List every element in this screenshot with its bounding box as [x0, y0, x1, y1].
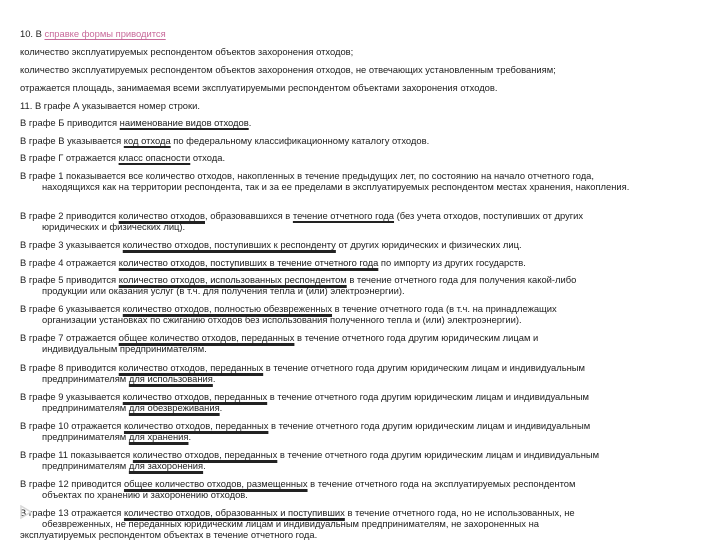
column-8-text: В графе 8 приводится количество отходов, переданных в течение отчетного года другим юридическим лицам и индивидуальным предпринимателям для использования.	[20, 362, 585, 384]
column-b-underline: наименование видов отходов	[119, 117, 249, 128]
column-10-underline: количество отходов, переданных	[123, 420, 269, 431]
paragraph-10	[20, 28, 710, 39]
column-8-purpose: для использования	[128, 373, 213, 384]
column-b-text: В графе Б приводится наименование видов отходов.	[20, 117, 252, 128]
column-13-text: В графе 13 отражается количество отходов, образованных и поступивших в течение отчетного года, но не использованных, не обезвреженных, не переданных юридическим лицам и индивидуальным предпринимателям, не захороненных на эксплуатируемых респондентом объектах в течение отчетного года.	[20, 507, 575, 540]
column-8-underline: количество отходов, переданных	[118, 362, 264, 373]
column-4-text: В графе 4 отражается количество отходов, поступивших в течение отчетного года по импорту из других государств.	[20, 257, 526, 268]
column-6-underline: количество отходов, полностью обезвреженных	[122, 303, 333, 314]
column-v-text: В графе В указывается код отхода по федеральному классификационному каталогу отходов.	[20, 135, 430, 146]
column-10-text: В графе 10 отражается количество отходов, переданных в течение отчетного года другим юридическим лицам и индивидуальным предпринимателям для хранения.	[20, 420, 591, 442]
column-5-underline: количество отходов, использованных респондентом	[118, 274, 347, 285]
column-6-text: В графе 6 указывается количество отходов, полностью обезвреженных в течение отчетного года (в т.ч. на принадлежащих организации установках по сжиганию отходов без использования полученного тепла и (или) электроэнергии).	[20, 303, 557, 325]
column-11-text: В графе 11 показывается количество отходов, переданных в течение отчетного года другим юридическим лицам и индивидуальным предпринимателям для захоронения.	[20, 449, 600, 471]
column-11-purpose: для захоронения	[128, 460, 204, 471]
column-5-text: В графе 5 приводится количество отходов, использованных респондентом в течение отчетного года для получения какой-либо продукции или оказания услуг (в т.ч. для получения тепла и (или) электроэнергии).	[20, 274, 577, 296]
column-v-underline: код отхода	[123, 135, 171, 146]
column-g-text: В графе Г отражается класс опасности отхода.	[20, 152, 226, 163]
column-3-underline: количество отходов, поступивших к респонденту	[122, 239, 336, 250]
column-2-underline-b: течение отчетного года	[292, 210, 395, 221]
column-3-text: В графе 3 указывается количество отходов, поступивших к респонденту от других юридических и физических лиц.	[20, 239, 522, 250]
column-4-underline: количество отходов, поступивших в течение отчетного года	[118, 257, 379, 268]
triangle-arrow-icon	[20, 505, 32, 519]
column-2-text: В графе 2 приводится количество отходов, образовавшихся в течение отчетного года (без учета отходов, поступивших от других юридических и физических лиц).	[20, 210, 584, 232]
paragraph-11: 11. В графе А указывается номер строки.	[20, 100, 200, 111]
p10-line-1: количество эксплуатируемых респондентом объектов захоронения отходов;	[20, 46, 354, 57]
column-12-underline: общее количество отходов, размещенных	[123, 478, 308, 489]
column-7-underline: общее количество отходов, переданных	[118, 332, 295, 343]
p10-line-2: количество эксплуатируемых респондентом объектов захоронения отходов, не отвечающих установленным требованиям;	[20, 64, 556, 75]
p10-prefix: 10. В	[20, 28, 45, 39]
p10-link[interactable]: справке формы приводится	[44, 28, 166, 39]
column-2-underline-a: количество отходов	[118, 210, 205, 221]
column-12-text: В графе 12 приводится общее количество отходов, размещенных в течение отчетного года на эксплуатируемых респондентом объектах по хранению и захоронению отходов.	[20, 478, 576, 500]
p10-line-3: отражается площадь, занимаемая всеми эксплуатируемыми респондентом объектами захоронения отходов.	[20, 82, 498, 93]
column-13-underline: количество отходов, образованных и поступивших	[123, 507, 345, 518]
column-7-text: В графе 7 отражается общее количество отходов, переданных в течение отчетного года другим юридическим лицам и индивидуальным предпринимателям.	[20, 332, 539, 354]
column-9-text: В графе 9 указывается количество отходов, переданных в течение отчетного года другим юридическим лицам и индивидуальным предпринимателям для обезвреживания.	[20, 391, 589, 413]
column-1-text: В графе 1 показывается все количество отходов, накопленных в течение предыдущих лет, по состоянию на начало отчетного года, находящихся как на территории респондента, так и за ее пределами в эксплуатируемых респондентом местах хранения, накопления.	[20, 170, 630, 192]
column-10-purpose: для хранения	[128, 431, 189, 442]
column-9-purpose: для обезвреживания	[128, 402, 220, 413]
column-g-underline: класс опасности	[118, 152, 191, 163]
column-11-underline: количество отходов, переданных	[132, 449, 278, 460]
column-9-underline: количество отходов, переданных	[122, 391, 268, 402]
